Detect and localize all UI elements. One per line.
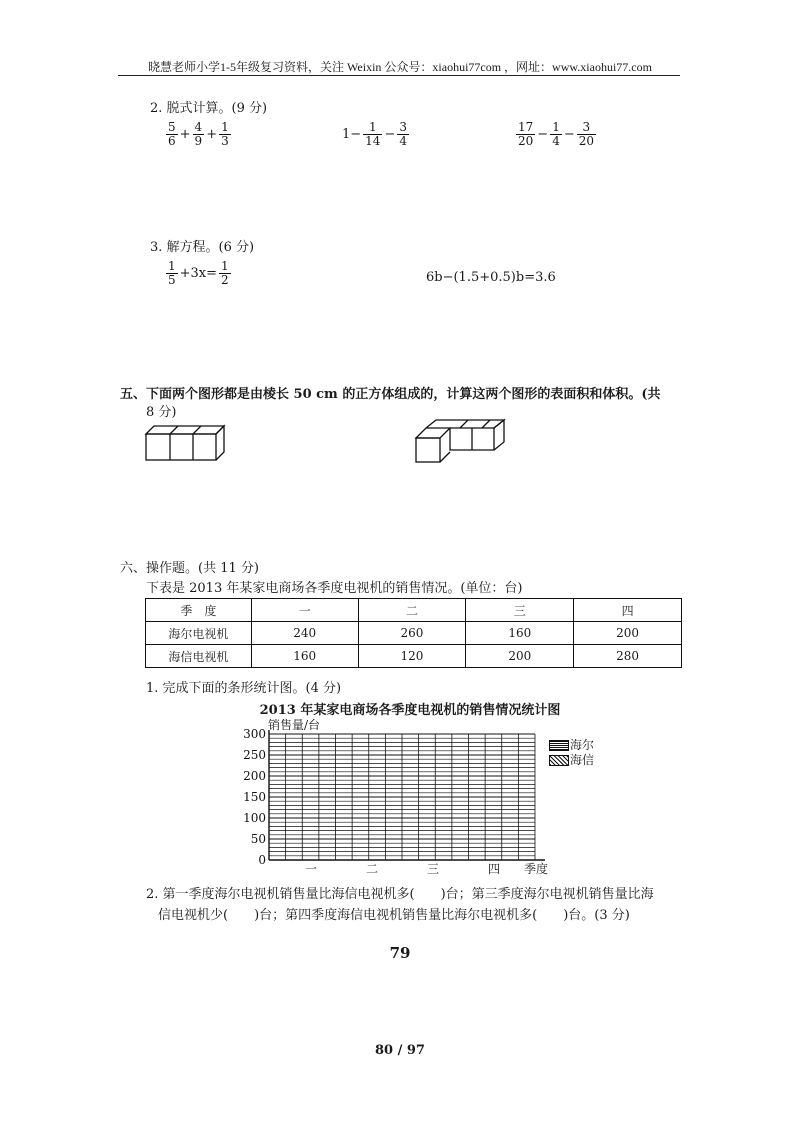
y-tick-label: 100 xyxy=(243,811,266,825)
cube-figure-1 xyxy=(140,422,240,464)
y-tick-label: 50 xyxy=(250,832,266,846)
q5-title: 五、下面两个图形都是由棱长 50 cm 的正方体组成的，计算这两个图形的表面积和体积。(共 xyxy=(120,387,661,402)
table-cell: 海尔电视机 xyxy=(146,622,252,645)
table-row xyxy=(146,645,682,668)
fraction: $\frac{1}{14}$ xyxy=(365,120,381,148)
table-cell: 160 xyxy=(466,622,574,645)
table-cell: 120 xyxy=(358,645,466,668)
q3-equation-2: 6b−(1.5+0.5)b=3.6 xyxy=(426,270,556,285)
table-cell: 160 xyxy=(251,645,358,668)
q3-title: 3. 解方程。(6 分) xyxy=(150,240,255,255)
header-divider xyxy=(118,75,680,76)
x-tick-label: 四 xyxy=(487,862,501,876)
x-tick-label: 二 xyxy=(365,862,379,876)
x-tick-label: 一 xyxy=(304,862,318,876)
chart-y-axis-label: 销售量/台 xyxy=(268,718,321,732)
page-header: 晓慧老师小学1-5年级复习资料，关注 Weixin 公众号：xiaohui77com ，网址：www.xiaohui77.com xyxy=(148,60,652,74)
table-cell: 200 xyxy=(574,622,682,645)
q3-equation-1: $\frac{1}{5}$ +3x= $\frac{1}{2}$ xyxy=(168,259,229,287)
cube-figure-2 xyxy=(410,418,520,468)
y-tick-label: 200 xyxy=(243,769,266,783)
y-tick-label: 300 xyxy=(243,727,266,741)
table-cell: 260 xyxy=(358,622,466,645)
y-tick-label: 150 xyxy=(243,790,266,804)
fraction: $\frac{5}{6}$ xyxy=(168,120,176,148)
bar-chart xyxy=(235,726,555,876)
q2-expression-1: $\frac{5}{6}$ + $\frac{4}{9}$ + $\frac{1}{3}$ xyxy=(168,120,229,148)
table-cell: 200 xyxy=(466,645,574,668)
table-header-row xyxy=(146,599,682,622)
fraction: $\frac{1}{5}$ xyxy=(168,259,176,287)
fraction: $\frac{1}{4}$ xyxy=(552,120,560,148)
table-header-cell: 三 xyxy=(466,599,574,622)
q6-sub1: 1. 完成下面的条形统计图。(4 分) xyxy=(146,681,342,696)
table-cell: 280 xyxy=(574,645,682,668)
table-row xyxy=(146,622,682,645)
table-cell: 240 xyxy=(251,622,358,645)
chart-x-axis-label: 季度 xyxy=(524,862,549,876)
legend-swatch-haier xyxy=(549,740,569,751)
chart-title: 2013 年某家电商场各季度电视机的销售情况统计图 xyxy=(259,703,561,718)
page-counter: 80 / 97 xyxy=(375,1043,425,1058)
legend-item-haixin: 海信 xyxy=(549,751,594,768)
fraction: $\frac{1}{3}$ xyxy=(221,120,229,148)
q6-sub2-line2: 信电视机少( )台；第四季度海信电视机销售量比海尔电视机多( )台。(3 分) xyxy=(158,908,630,923)
fraction: $\frac{3}{4}$ xyxy=(399,120,407,148)
page-number: 79 xyxy=(389,944,411,962)
fraction: $\frac{3}{20}$ xyxy=(578,120,595,148)
table-header-cell: 一 xyxy=(251,599,358,622)
q6-intro: 下表是 2013 年某家电商场各季度电视机的销售情况。(单位：台) xyxy=(146,581,523,596)
table-header-cell: 四 xyxy=(574,599,682,622)
fraction: $\frac{1}{2}$ xyxy=(221,259,229,287)
table-cell: 海信电视机 xyxy=(146,645,252,668)
q5-title-continued: 8 分) xyxy=(146,405,177,420)
y-tick-label: 0 xyxy=(258,853,266,867)
q2-expression-3: $\frac{17}{20}$ − $\frac{1}{4}$ − $\frac{3}{20}$ xyxy=(518,120,595,148)
q6-title: 六、操作题。(共 11 分) xyxy=(120,561,259,576)
legend-item-haier: 海尔 xyxy=(549,736,594,753)
fraction: $\frac{4}{9}$ xyxy=(194,120,203,148)
table-header-cell: 二 xyxy=(358,599,466,622)
q6-sub2-line1: 2. 第一季度海尔电视机销售量比海信电视机多( )台；第三季度海尔电视机销售量比海 xyxy=(146,887,654,902)
q2-expression-2: 1− $\frac{1}{14}$ − $\frac{3}{4}$ xyxy=(342,120,407,148)
q2-title: 2. 脱式计算。(9 分) xyxy=(150,101,268,116)
legend-swatch-haixin xyxy=(549,755,569,766)
y-tick-label: 250 xyxy=(243,748,266,762)
table-header-cell: 季 度 xyxy=(146,599,252,622)
x-tick-label: 三 xyxy=(426,862,440,876)
fraction: $\frac{17}{20}$ xyxy=(518,120,534,148)
sales-table xyxy=(145,598,682,668)
